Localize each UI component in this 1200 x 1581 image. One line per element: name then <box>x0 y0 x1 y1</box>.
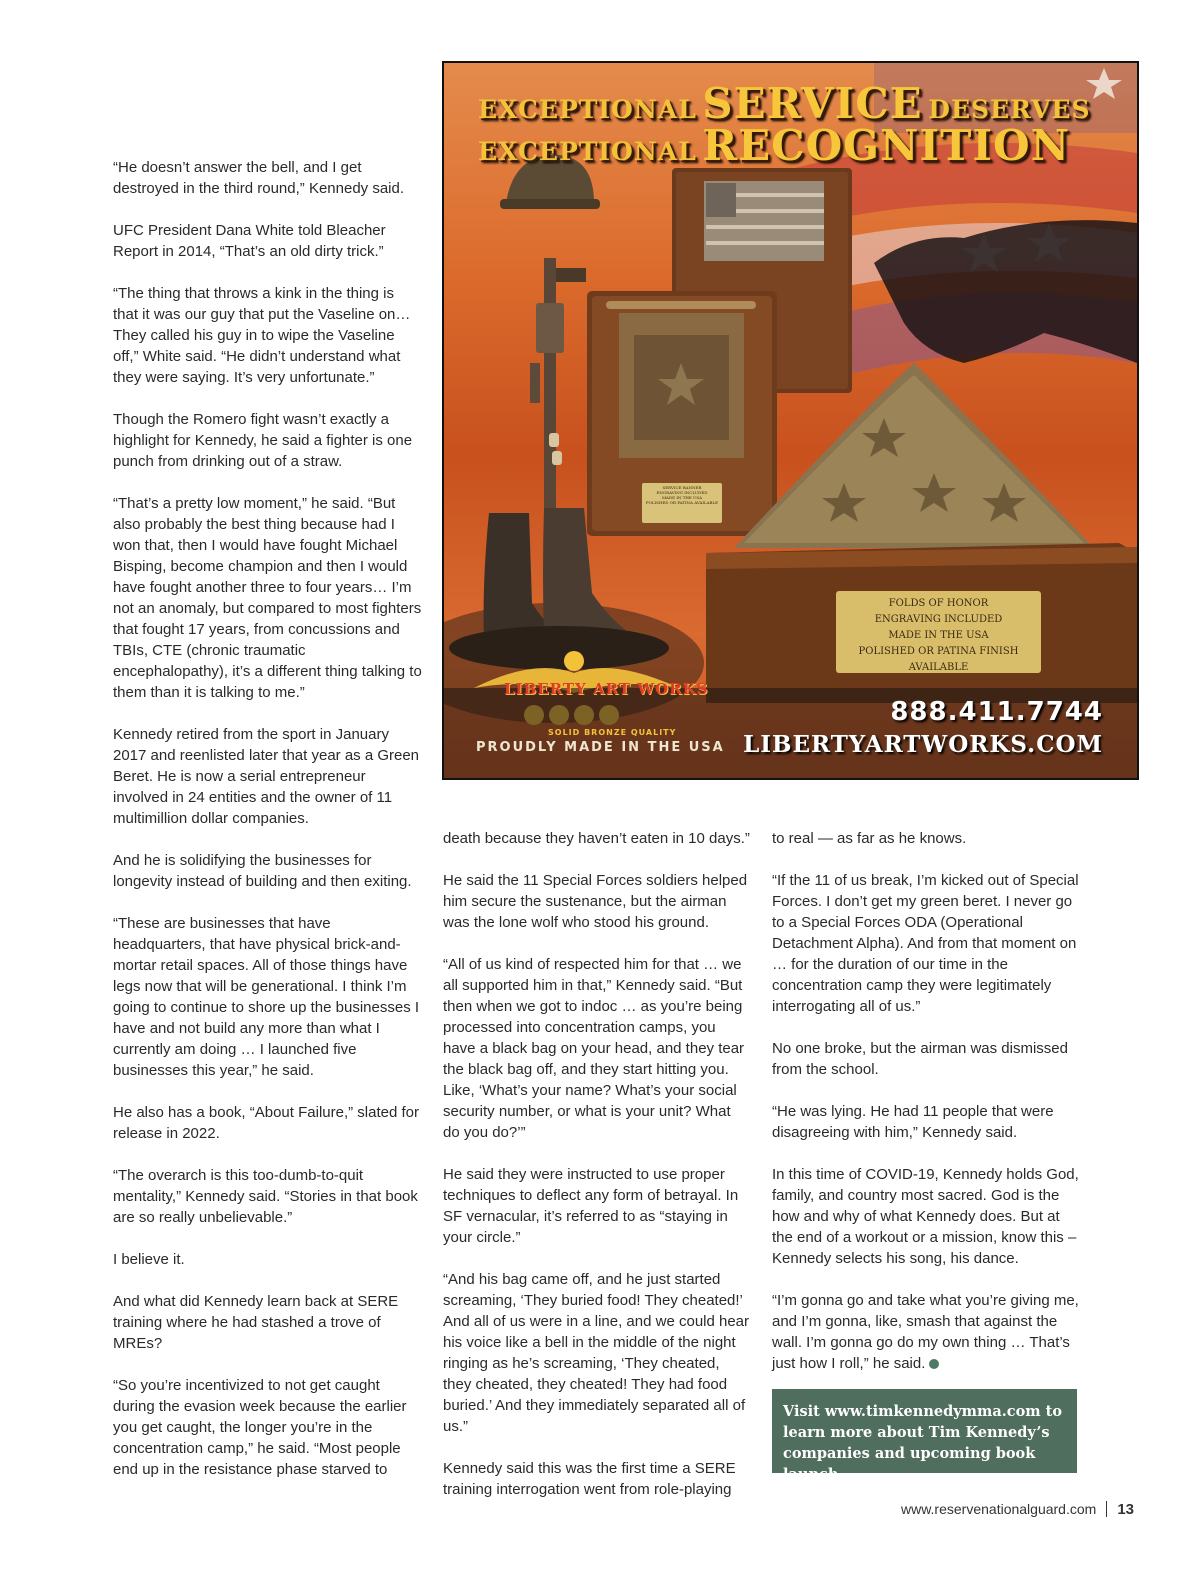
paragraph-text: “He was lying. He had 11 people that were disagreeing with him,” Kennedy said. <box>772 1103 1054 1141</box>
article-paragraph <box>772 1038 1082 1080</box>
paragraph-text: And he is solidifying the businesses for longevity instead of building and then exiting. <box>113 852 412 890</box>
paragraph-text: to real — as far as he knows. <box>772 830 967 847</box>
paragraph-text: “If the 11 of us break, I’m kicked out of Special Forces. I don’t get my green beret. I never go to a Special Forces ODA (Operational Detachment Alpha). And from that moment on … for the duration of our time in the concentration camp they were legitimately interrogating all of us.” <box>772 872 1079 1015</box>
footer-url[interactable]: www.reservenationalguard.com <box>900 1501 1097 1517</box>
article-paragraph <box>772 870 1082 1017</box>
paragraph-text: He said they were instructed to use proper techniques to deflect any form of betrayal. In SF vernacular, it’s referred to as “staying in your circle.” <box>443 1166 739 1246</box>
ad-headline-word: EXCEPTIONAL <box>478 137 697 166</box>
paragraph-text: “I’m gonna go and take what you’re giving me, and I’m gonna, like, smash that against the wall. I’m gonna go do my own thing … That’s just how I roll,” he said. <box>772 1292 1079 1372</box>
article-paragraph <box>443 1164 751 1248</box>
article-paragraph <box>113 1249 423 1270</box>
article-paragraph <box>443 1458 751 1500</box>
website-callout-box[interactable] <box>772 1389 1077 1483</box>
ad-headline-word: DESERVES <box>928 95 1091 124</box>
paragraph-text: death because they haven’t eaten in 10 days.” <box>443 830 750 847</box>
article-paragraph <box>113 157 423 199</box>
article-column-1 <box>113 157 423 1501</box>
paragraph-text: Kennedy said this was the first time a SERE training interrogation went from role-playing <box>443 1460 736 1498</box>
paragraph-text: No one broke, but the airman was dismissed from the school. <box>772 1040 1068 1078</box>
paragraph-text: Kennedy retired from the sport in January 2017 and reenlisted later that year as a Green Beret. He is now a serial entrepreneur involved in 24 entities and the owner of 11 multimillion dollar companies. <box>113 726 420 827</box>
ad-headline-word: SERVICE <box>702 79 923 128</box>
page-number: 13 <box>1117 1501 1134 1518</box>
ad-website-link[interactable]: LIBERTYARTWORKS.COM <box>743 731 1103 758</box>
article-paragraph <box>443 828 751 849</box>
article-paragraph <box>113 220 423 262</box>
article-paragraph <box>113 1375 423 1480</box>
paragraph-text: He also has a book, “About Failure,” slated for release in 2022. <box>113 1104 419 1142</box>
article-paragraph <box>772 828 1082 849</box>
article-paragraph <box>443 870 751 933</box>
article-paragraph <box>113 724 423 829</box>
paragraph-text: Though the Romero fight wasn’t exactly a highlight for Kennedy, he said a fighter is one punch from drinking out of a straw. <box>113 411 413 470</box>
article-paragraph <box>113 850 423 892</box>
paragraph-text: “He doesn’t answer the bell, and I get destroyed in the third round,” Kennedy said. <box>113 159 405 197</box>
ad-logo-text: LIBERTY ART WORKS <box>504 680 709 698</box>
ad-made-in-usa: PROUDLY MADE IN THE USA <box>476 740 725 755</box>
paragraph-text: And what did Kennedy learn back at SERE training where he had stashed a trove of MREs? <box>113 1293 399 1352</box>
paragraph-text: “The overarch is this too-dumb-to-quit mentality,” Kennedy said. “Stories in that book are so really unbelievable.” <box>113 1167 418 1226</box>
ad-bronze-text: SOLID BRONZE QUALITY <box>548 728 677 737</box>
article-paragraph <box>113 1102 423 1144</box>
paragraph-text: “So you’re incentivized to not get caught during the evasion week because the earlier you get caught, the longer you’re in the concentration camp,” he said. “Most people end up in the resistance phase starved to <box>113 1377 407 1478</box>
ad-phone-number[interactable]: 888.411.7744 <box>890 697 1103 727</box>
article-paragraph <box>772 1101 1082 1143</box>
article-paragraph <box>113 493 423 703</box>
article-paragraph <box>113 1165 423 1228</box>
article-column-2 <box>443 828 751 1521</box>
footer-separator <box>1106 1501 1107 1517</box>
page-footer <box>901 1501 1134 1518</box>
ad-headline <box>478 79 1118 170</box>
article-paragraph <box>772 1164 1082 1269</box>
article-paragraph <box>443 954 751 1143</box>
article-paragraph <box>443 1269 751 1437</box>
article-paragraph <box>113 283 423 388</box>
liberty-art-works-ad[interactable] <box>442 61 1139 780</box>
article-end-dot-icon <box>929 1359 939 1369</box>
paragraph-text: In this time of COVID-19, Kennedy holds God, family, and country most sacred. God is the how and why of what Kennedy does. But at the end of a workout or a mission, know this – Kennedy selects his song, his dance. <box>772 1166 1079 1267</box>
article-paragraph <box>772 1290 1082 1374</box>
flag-case-plaque-text: FOLDS OF HONOR ENGRAVING INCLUDED MADE IN THE USA POLISHED OR PATINA FINISH AVAILABLE <box>858 598 1019 673</box>
article-paragraph <box>113 409 423 472</box>
paragraph-text: I believe it. <box>113 1251 185 1268</box>
callout-text[interactable]: Visit www.timkennedymma.com to learn more about Tim Kennedy’s companies and upcoming book launch. <box>783 1403 1063 1483</box>
paragraph-text: “The thing that throws a kink in the thing is that it was our guy that put the Vaseline on… They called his guy in to wipe the Vaseline off,” White said. “He didn’t understand what they were saying. It’s very unfortunate.” <box>113 285 411 386</box>
ad-headline-word: RECOGNITION <box>702 121 1070 170</box>
banner-plaque-text: SERVICE BANNER ENGRAVING INCLUDED MADE IN THE USA POLISHED OR PATINA AVAILABLE <box>645 485 719 505</box>
paragraph-text: “These are businesses that have headquarters, that have physical brick-and-mortar retail spaces. All of those things have legs now that will be generational. I think I’m going to continue to shore up the businesses I have and not build any more than what I currently am doing … I launched five businesses this year,” he said. <box>113 915 420 1079</box>
paragraph-text: “And his bag came off, and he just started screaming, ‘They buried food! They cheated!’ And all of us were in a line, and we could hear his voice like a bell in the middle of the night ringing as he’s screaming, ‘They cheated, they cheated, they cheated! They had food buried.’ And they immediately separated all of us.” <box>443 1271 750 1435</box>
paragraph-text: “All of us kind of respected him for that … we all supported him in that,” Kennedy said. “But then when we got to indoc … as you’re being processed into concentration camps, you have a black bag on your head, and they tear the black bag off, and they start hitting you. Like, ‘What’s your name? What’s your social security number, or what is your unit? What do you do?’” <box>443 956 745 1141</box>
article-column-3 <box>772 828 1082 1395</box>
ad-headline-word: EXCEPTIONAL <box>478 95 697 124</box>
paragraph-text: UFC President Dana White told Bleacher Report in 2014, “That’s an old dirty trick.” <box>113 222 386 260</box>
article-paragraph <box>113 913 423 1081</box>
paragraph-text: “That’s a pretty low moment,” he said. “But also probably the best thing because had I won that, then I would have fought Michael Bisping, become champion and then I would have fought another three to four years… I’m not an anomaly, but compared to most fighters that fought 17 years, from concussions and TBIs, CTE (chronic traumatic encephalopathy), it’s a different thing talking to them than it is talking to me.” <box>113 495 422 701</box>
article-paragraph <box>113 1291 423 1354</box>
paragraph-text: He said the 11 Special Forces soldiers helped him secure the sustenance, but the airman was the lone wolf who stood his ground. <box>443 872 748 931</box>
